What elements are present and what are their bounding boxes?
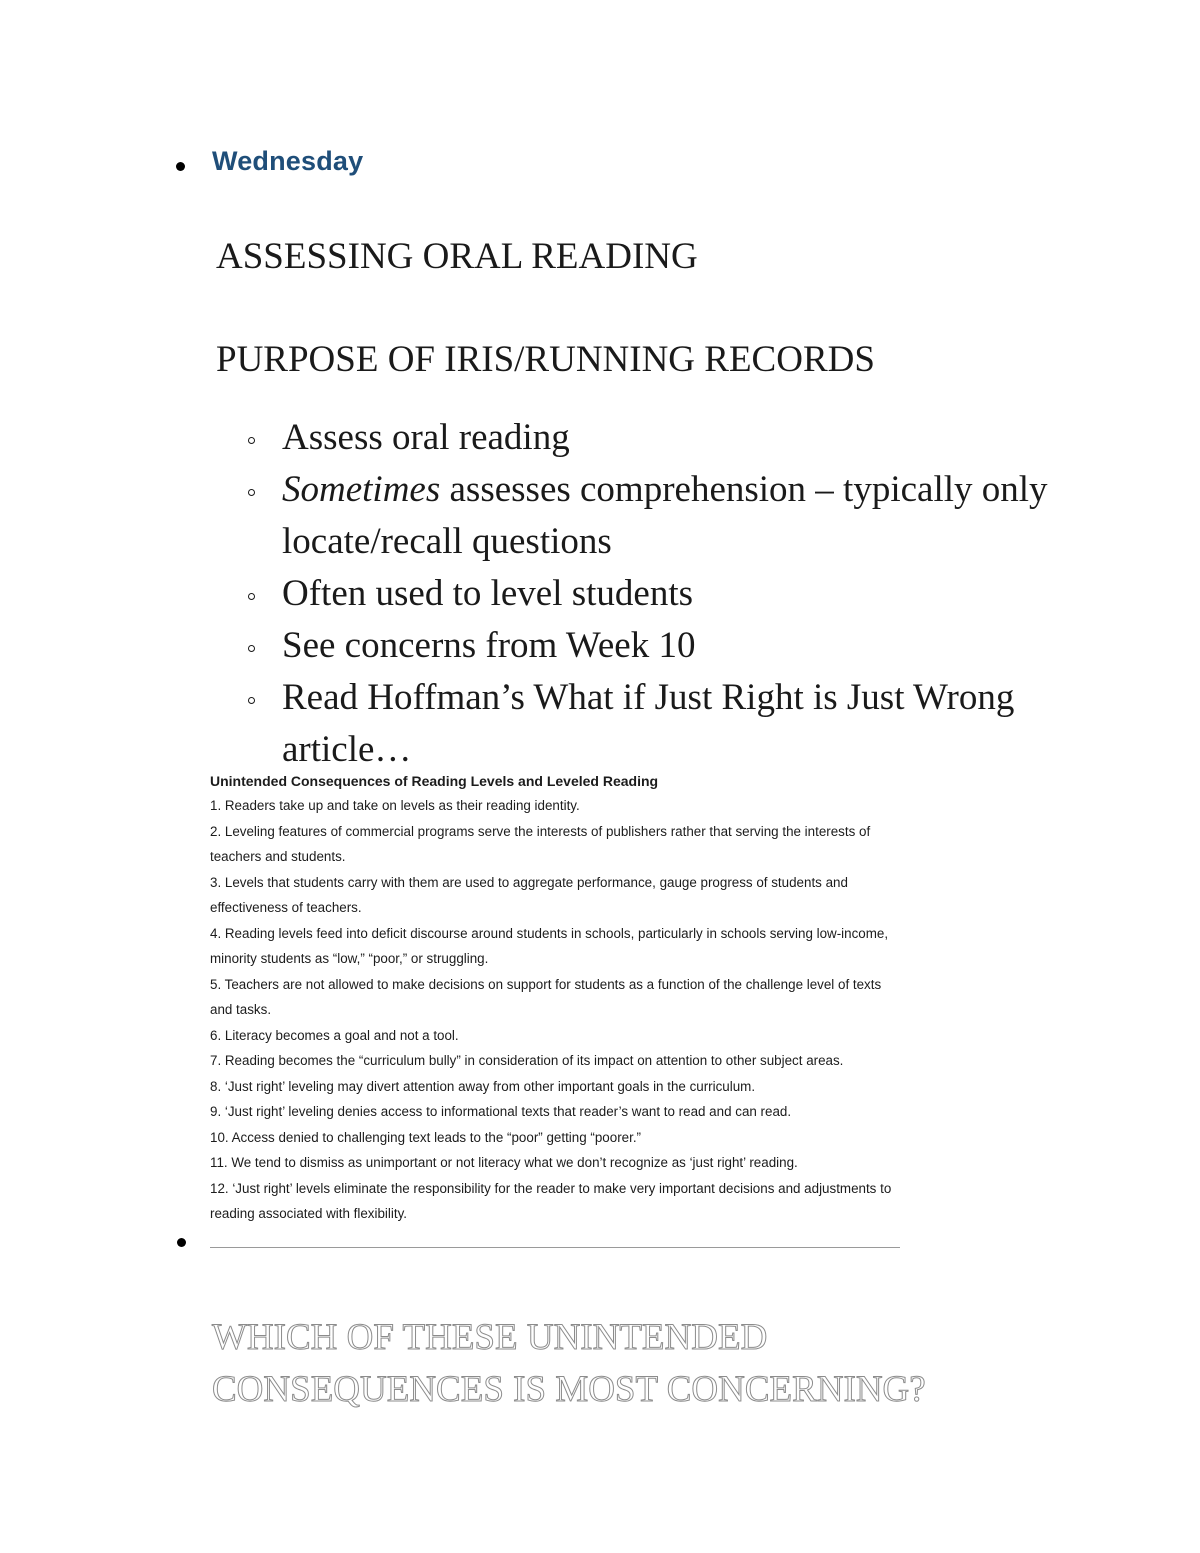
list-item-text: assesses comprehension – typically only locate/recall questions (282, 469, 1048, 562)
consequence-item: 6. Literacy becomes a goal and not a tool. (210, 1027, 459, 1043)
list-item-text: See concerns from Week 10 (282, 625, 696, 666)
circle-bullet-icon (248, 489, 255, 496)
consequence-item: 11. We tend to dismiss as unimportant or not literacy what we don’t recognize as ‘just right’ reading. (210, 1155, 798, 1170)
circle-bullet-icon (248, 645, 255, 652)
consequence-item: 3. Levels that students carry with them are used to aggregate performance, gauge progress of students and effectiveness of teachers. (210, 874, 848, 915)
consequence-item: 5. Teachers are not allowed to make decisions on support for students as a function of the challenge level of texts and tasks. (210, 976, 882, 1017)
list-item-text: Assess oral reading (282, 417, 570, 458)
list-item (242, 412, 1082, 464)
list-item (242, 620, 1082, 672)
bullet-icon (177, 1238, 186, 1247)
list-item (242, 464, 1082, 568)
purpose-list (242, 412, 1082, 776)
list-item-text: Read Hoffman’s What if Just Right is Just Wrong article… (282, 677, 1015, 770)
consequences-title: Unintended Consequences of Reading Levels and Leveled Reading (210, 773, 659, 789)
bullet-icon (176, 162, 185, 171)
discussion-question: WHICH OF THESE UNINTENDED CONSEQUENCES IS MOST CONCERNING? (212, 1317, 926, 1410)
consequence-item: 8. ‘Just right’ leveling may divert attention away from other important goals in the curriculum. (210, 1078, 756, 1094)
consequence-item: 4. Reading levels feed into deficit discourse around students in schools, particularly in schools serving low-income, minority students as “low,” “poor,” or struggling. (210, 925, 889, 966)
consequence-item: 9. ‘Just right’ leveling denies access to informational texts that reader’s want to read and can read. (210, 1104, 792, 1119)
list-item (242, 672, 1082, 776)
consequence-item: 7. Reading becomes the “curriculum bully” in consideration of its impact on attention to other subject areas. (210, 1053, 844, 1068)
list-item-emphasis: Sometimes (282, 469, 441, 510)
consequence-item: 12. ‘Just right’ levels eliminate the responsibility for the reader to make very important decisions and adjustments to reading associated with flexibility. (210, 1180, 892, 1221)
list-item (242, 568, 1082, 620)
circle-bullet-icon (248, 593, 255, 600)
divider (210, 1247, 900, 1248)
day-heading: Wednesday (212, 146, 364, 176)
consequences-figure (210, 770, 905, 1227)
page-title: ASSESSING ORAL READING (216, 236, 698, 277)
purpose-heading: PURPOSE OF IRIS/RUNNING RECORDS (216, 339, 875, 380)
circle-bullet-icon (248, 437, 255, 444)
consequence-item: 1. Readers take up and take on levels as their reading identity. (210, 798, 580, 813)
consequence-item: 10. Access denied to challenging text leads to the “poor” getting “poorer.” (210, 1129, 641, 1145)
consequence-item: 2. Leveling features of commercial programs serve the interests of publishers rather that serving the interests of teachers and students. (210, 823, 871, 864)
list-item-text: Often used to level students (282, 573, 694, 614)
circle-bullet-icon (248, 697, 255, 704)
